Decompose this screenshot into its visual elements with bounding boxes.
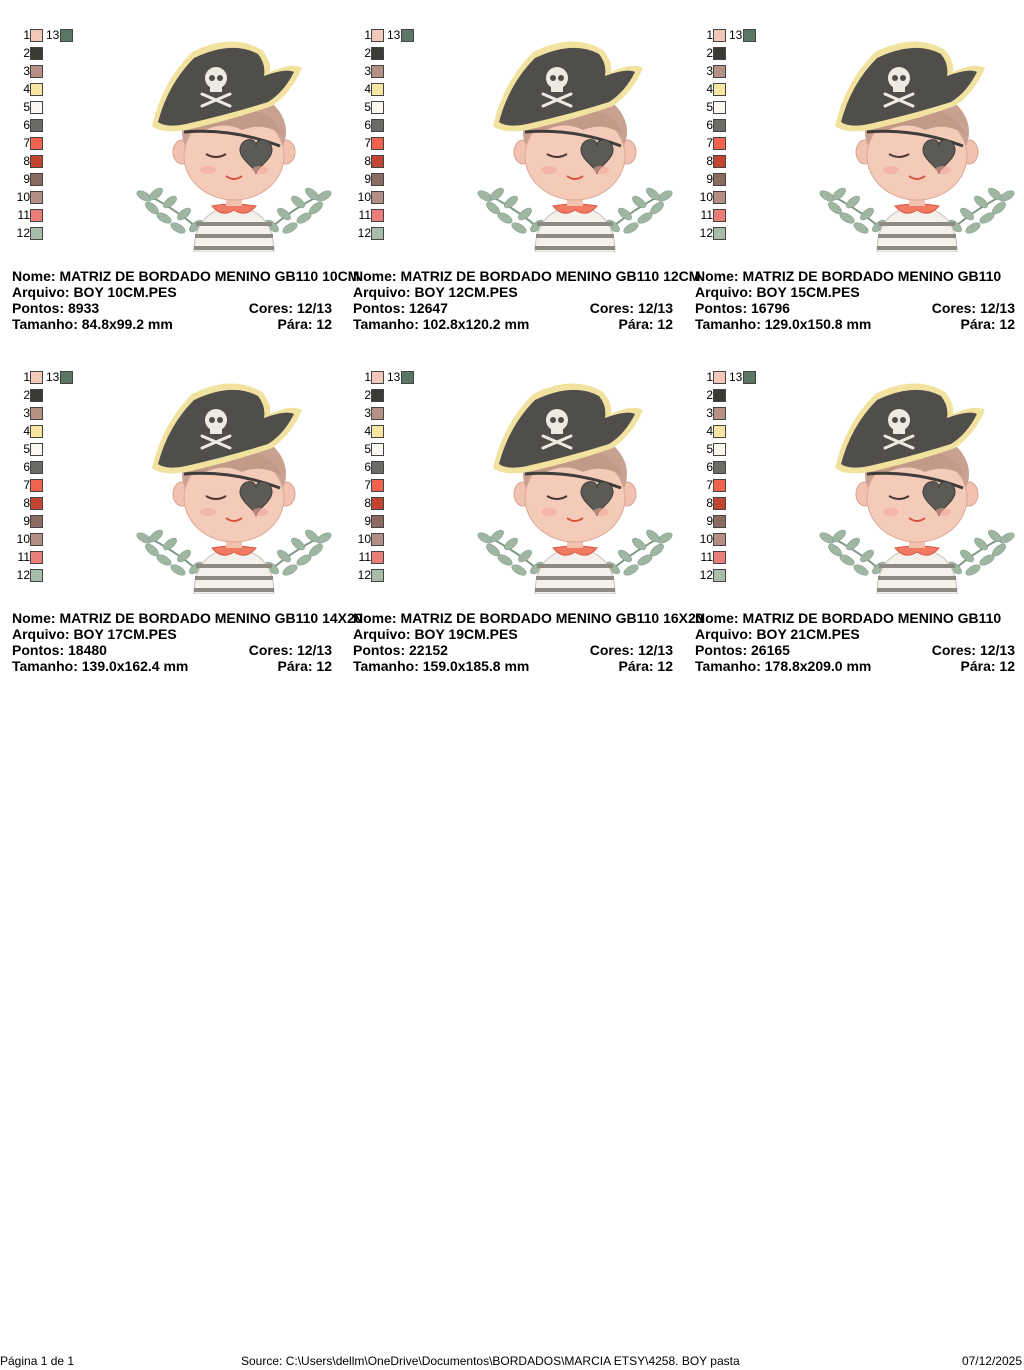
swatch-number: 7 — [23, 478, 30, 492]
color-swatch-row — [699, 532, 759, 546]
swatch-number: 4 — [706, 82, 713, 96]
color-count: Cores: 12/13 — [931, 642, 1015, 658]
swatch-number: 6 — [364, 118, 371, 132]
color-swatch — [30, 551, 43, 564]
color-swatch-row — [357, 478, 417, 492]
swatch-number: 11 — [358, 208, 371, 222]
color-swatch — [713, 65, 726, 78]
swatch-number: 8 — [364, 496, 371, 510]
color-swatch — [371, 551, 384, 564]
color-count: Cores: 12/13 — [589, 642, 673, 658]
swatch-number: 11 — [17, 550, 30, 564]
color-swatch — [30, 119, 43, 132]
color-swatch — [30, 191, 43, 204]
color-swatch-row — [357, 496, 417, 510]
swatch-number: 8 — [364, 154, 371, 168]
color-swatch — [30, 137, 43, 150]
color-swatch-row — [699, 406, 759, 420]
color-swatch-extra — [46, 370, 86, 384]
color-swatch — [30, 407, 43, 420]
swatch-number: 6 — [706, 118, 713, 132]
swatch-number: 1 — [706, 28, 713, 42]
swatch-number: 9 — [706, 172, 713, 186]
color-swatch — [30, 533, 43, 546]
stitch-count: Pontos: 8933 — [12, 300, 100, 316]
swatch-number: 7 — [23, 136, 30, 150]
swatch-number: 12 — [699, 226, 713, 240]
color-swatch — [30, 155, 43, 168]
swatch-number: 6 — [23, 460, 30, 474]
color-swatch-extra — [387, 370, 427, 384]
embroidery-preview — [463, 364, 687, 594]
color-swatch — [30, 173, 43, 186]
swatch-number: 8 — [706, 154, 713, 168]
swatch-number: 7 — [706, 136, 713, 150]
color-swatch — [371, 461, 384, 474]
color-swatch-row — [357, 424, 417, 438]
color-swatch — [713, 173, 726, 186]
color-swatch — [713, 479, 726, 492]
swatch-number: 8 — [706, 496, 713, 510]
color-swatch-row — [357, 100, 417, 114]
swatch-number: 7 — [364, 136, 371, 150]
design-file: Arquivo: BOY 21CM.PES — [695, 626, 860, 642]
swatch-number: 2 — [364, 46, 371, 60]
color-swatch — [30, 47, 43, 60]
swatch-number: 3 — [706, 406, 713, 420]
design-file: Arquivo: BOY 19CM.PES — [353, 626, 518, 642]
color-swatch-row — [357, 46, 417, 60]
color-swatch — [713, 425, 726, 438]
color-count: Cores: 12/13 — [248, 642, 332, 658]
color-swatch-row — [16, 406, 76, 420]
color-swatch — [30, 227, 43, 240]
color-swatch — [371, 569, 384, 582]
color-swatch — [713, 209, 726, 222]
color-swatch — [371, 443, 384, 456]
design-name: Nome: MATRIZ DE BORDADO MENINO GB110 10CM — [12, 268, 360, 284]
color-swatch-row — [357, 388, 417, 402]
color-swatch — [713, 191, 726, 204]
color-swatch — [30, 65, 43, 78]
swatch-number: 3 — [23, 406, 30, 420]
swatch-number: 5 — [706, 100, 713, 114]
color-swatch — [30, 443, 43, 456]
color-count: Cores: 12/13 — [248, 300, 332, 316]
color-count: Cores: 12/13 — [589, 300, 673, 316]
color-swatch-row — [699, 136, 759, 150]
stitch-count: Pontos: 12647 — [353, 300, 448, 316]
color-swatch — [371, 101, 384, 114]
embroidery-preview — [805, 22, 1024, 252]
stitch-count: Pontos: 26165 — [695, 642, 790, 658]
swatch-number: 4 — [23, 82, 30, 96]
print-date: 07/12/2025 — [961, 1354, 1022, 1368]
swatch-number: 3 — [364, 406, 371, 420]
swatch-number: 1 — [23, 28, 30, 42]
design-name: Nome: MATRIZ DE BORDADO MENINO GB110 — [695, 610, 1002, 626]
color-swatch-row — [16, 514, 76, 528]
color-swatch — [30, 29, 43, 42]
color-swatch — [30, 83, 43, 96]
color-swatch — [30, 461, 43, 474]
color-swatch — [713, 119, 726, 132]
color-swatch — [371, 47, 384, 60]
swatch-number: 1 — [706, 370, 713, 384]
color-swatch — [30, 209, 43, 222]
swatch-number: 12 — [699, 568, 713, 582]
swatch-number: 11 — [358, 550, 371, 564]
color-swatch — [371, 191, 384, 204]
color-swatch-extra — [46, 28, 86, 42]
color-swatch-row — [699, 46, 759, 60]
color-swatch-extra — [729, 28, 769, 42]
stop-count: Pára: 12 — [960, 316, 1015, 332]
design-card — [12, 22, 360, 352]
color-swatch-row — [699, 442, 759, 456]
swatch-number: 5 — [706, 442, 713, 456]
color-swatch — [371, 173, 384, 186]
color-swatch — [371, 209, 384, 222]
color-swatch — [371, 407, 384, 420]
stitch-count: Pontos: 22152 — [353, 642, 448, 658]
color-swatch — [713, 155, 726, 168]
color-swatch-row — [699, 118, 759, 132]
color-swatch-row — [699, 550, 759, 564]
color-swatch — [30, 371, 43, 384]
swatch-number: 13 — [729, 370, 743, 384]
color-swatch — [713, 47, 726, 60]
color-swatch — [371, 83, 384, 96]
color-swatch-row — [699, 190, 759, 204]
color-swatch-row — [16, 118, 76, 132]
stitch-count: Pontos: 16796 — [695, 300, 790, 316]
design-card — [695, 22, 1024, 352]
color-swatch — [713, 389, 726, 402]
color-swatch-row — [699, 64, 759, 78]
design-file: Arquivo: BOY 17CM.PES — [12, 626, 177, 642]
color-swatch-row — [357, 460, 417, 474]
color-swatch — [30, 479, 43, 492]
color-swatch-row — [699, 154, 759, 168]
swatch-number: 3 — [23, 64, 30, 78]
color-swatch — [371, 497, 384, 510]
color-swatch — [371, 65, 384, 78]
swatch-number: 9 — [23, 514, 30, 528]
design-file: Arquivo: BOY 10CM.PES — [12, 284, 177, 300]
color-swatch-row — [699, 514, 759, 528]
color-swatch — [371, 137, 384, 150]
swatch-number: 2 — [706, 388, 713, 402]
design-card — [12, 364, 363, 694]
color-swatch-row — [16, 496, 76, 510]
color-swatch — [743, 371, 756, 384]
color-swatch — [30, 389, 43, 402]
design-size: Tamanho: 178.8x209.0 mm — [695, 658, 872, 674]
color-swatch — [713, 569, 726, 582]
color-swatch — [713, 227, 726, 240]
swatch-number: 9 — [706, 514, 713, 528]
swatch-number: 10 — [699, 532, 713, 546]
color-swatch-row — [16, 550, 76, 564]
color-swatch-row — [357, 568, 417, 582]
swatch-number: 13 — [387, 370, 401, 384]
color-swatch — [371, 515, 384, 528]
swatch-number: 2 — [23, 388, 30, 402]
swatch-number: 5 — [364, 100, 371, 114]
swatch-number: 12 — [16, 226, 30, 240]
design-card — [695, 364, 1024, 694]
color-swatch — [401, 371, 414, 384]
color-swatch-row — [16, 82, 76, 96]
color-swatch — [713, 29, 726, 42]
swatch-number: 2 — [706, 46, 713, 60]
color-swatch-row — [357, 154, 417, 168]
design-info — [12, 268, 360, 332]
swatch-number: 10 — [699, 190, 713, 204]
swatch-number: 8 — [23, 496, 30, 510]
color-swatch-row — [357, 172, 417, 186]
embroidery-preview-image — [463, 22, 687, 252]
color-swatch — [713, 551, 726, 564]
swatch-number: 6 — [364, 460, 371, 474]
color-swatch-row — [699, 568, 759, 582]
design-info — [353, 268, 701, 332]
color-swatch-row — [357, 550, 417, 564]
design-size: Tamanho: 102.8x120.2 mm — [353, 316, 530, 332]
embroidery-preview-image — [463, 364, 687, 594]
color-swatch-extra — [729, 370, 769, 384]
color-swatch — [713, 461, 726, 474]
stop-count: Pára: 12 — [277, 316, 332, 332]
color-swatch — [60, 29, 73, 42]
swatch-number: 5 — [23, 100, 30, 114]
swatch-number: 4 — [706, 424, 713, 438]
swatch-number: 10 — [357, 532, 371, 546]
swatch-number: 3 — [364, 64, 371, 78]
swatch-number: 6 — [23, 118, 30, 132]
design-file: Arquivo: BOY 12CM.PES — [353, 284, 518, 300]
design-info — [695, 610, 1024, 674]
color-swatch-row — [16, 46, 76, 60]
color-swatch — [371, 227, 384, 240]
swatch-number: 4 — [364, 82, 371, 96]
swatch-number: 6 — [706, 460, 713, 474]
swatch-number: 11 — [700, 550, 713, 564]
color-swatch — [371, 119, 384, 132]
source-path: Source: C:\Users\dellm\OneDrive\Documentos\BORDADOS\MARCIA ETSY\4258. BOY pasta — [241, 1354, 740, 1368]
design-info — [12, 610, 363, 674]
color-swatch — [60, 371, 73, 384]
swatch-number: 5 — [23, 442, 30, 456]
color-swatch — [371, 389, 384, 402]
color-swatch-row — [16, 442, 76, 456]
stop-count: Pára: 12 — [618, 658, 673, 674]
color-swatch-row — [699, 172, 759, 186]
design-name: Nome: MATRIZ DE BORDADO MENINO GB110 16X20 — [353, 610, 704, 626]
design-size: Tamanho: 159.0x185.8 mm — [353, 658, 530, 674]
design-size: Tamanho: 84.8x99.2 mm — [12, 316, 173, 332]
color-swatch-row — [16, 424, 76, 438]
color-swatch — [713, 515, 726, 528]
design-info — [353, 610, 704, 674]
color-swatch-row — [16, 568, 76, 582]
color-swatch — [371, 479, 384, 492]
design-size: Tamanho: 139.0x162.4 mm — [12, 658, 189, 674]
color-swatch-row — [357, 208, 417, 222]
color-swatch-row — [16, 136, 76, 150]
swatch-number: 3 — [706, 64, 713, 78]
color-count: Cores: 12/13 — [931, 300, 1015, 316]
embroidery-preview-image — [805, 364, 1024, 594]
page-number: Página 1 de 1 — [0, 1354, 75, 1368]
color-swatch-row — [16, 190, 76, 204]
stop-count: Pára: 12 — [277, 658, 332, 674]
color-swatch — [371, 533, 384, 546]
design-info — [695, 268, 1024, 332]
embroidery-preview-image — [805, 22, 1024, 252]
color-swatch-extra — [387, 28, 427, 42]
color-swatch — [713, 371, 726, 384]
color-swatch — [713, 137, 726, 150]
swatch-number: 9 — [23, 172, 30, 186]
color-swatch — [371, 155, 384, 168]
design-name: Nome: MATRIZ DE BORDADO MENINO GB110 12CM — [353, 268, 701, 284]
swatch-number: 9 — [364, 514, 371, 528]
design-name: Nome: MATRIZ DE BORDADO MENINO GB110 14X20 — [12, 610, 363, 626]
color-swatch-row — [16, 64, 76, 78]
color-swatch-row — [699, 478, 759, 492]
swatch-number: 12 — [357, 226, 371, 240]
swatch-number: 11 — [700, 208, 713, 222]
swatch-number: 1 — [23, 370, 30, 384]
swatch-number: 7 — [364, 478, 371, 492]
swatch-number: 13 — [46, 28, 60, 42]
swatch-number: 12 — [357, 568, 371, 582]
color-swatch-row — [16, 172, 76, 186]
swatch-number: 5 — [364, 442, 371, 456]
design-card — [353, 22, 701, 352]
color-swatch — [30, 101, 43, 114]
swatch-number: 2 — [364, 388, 371, 402]
color-swatch — [743, 29, 756, 42]
color-swatch-row — [357, 190, 417, 204]
design-name: Nome: MATRIZ DE BORDADO MENINO GB110 — [695, 268, 1002, 284]
swatch-number: 1 — [364, 370, 371, 384]
swatch-number: 7 — [706, 478, 713, 492]
embroidery-preview-image — [122, 364, 346, 594]
color-swatch-row — [16, 226, 76, 240]
color-swatch — [713, 101, 726, 114]
color-swatch-row — [699, 388, 759, 402]
color-swatch-row — [16, 100, 76, 114]
color-swatch-row — [699, 424, 759, 438]
color-swatch-row — [16, 460, 76, 474]
embroidery-preview-image — [122, 22, 346, 252]
color-swatch-row — [699, 208, 759, 222]
color-swatch-row — [357, 64, 417, 78]
swatch-number: 10 — [16, 532, 30, 546]
color-swatch-row — [357, 226, 417, 240]
swatch-number: 4 — [364, 424, 371, 438]
color-swatch-row — [357, 82, 417, 96]
color-swatch — [713, 83, 726, 96]
design-card — [353, 364, 704, 694]
swatch-number: 12 — [16, 568, 30, 582]
color-swatch — [713, 407, 726, 420]
color-swatch-row — [16, 208, 76, 222]
swatch-number: 8 — [23, 154, 30, 168]
color-swatch — [713, 533, 726, 546]
color-swatch — [401, 29, 414, 42]
color-swatch-row — [16, 478, 76, 492]
color-swatch — [371, 425, 384, 438]
color-swatch-row — [699, 100, 759, 114]
color-swatch — [30, 515, 43, 528]
embroidery-preview — [805, 364, 1024, 594]
color-swatch — [30, 425, 43, 438]
color-swatch-row — [357, 406, 417, 420]
color-swatch-row — [16, 388, 76, 402]
color-swatch-row — [357, 118, 417, 132]
color-swatch-row — [16, 532, 76, 546]
color-swatch — [371, 371, 384, 384]
stop-count: Pára: 12 — [960, 658, 1015, 674]
color-swatch-row — [357, 442, 417, 456]
color-swatch-row — [699, 226, 759, 240]
color-swatch-row — [699, 82, 759, 96]
color-swatch — [713, 443, 726, 456]
design-file: Arquivo: BOY 15CM.PES — [695, 284, 860, 300]
stop-count: Pára: 12 — [618, 316, 673, 332]
color-swatch-row — [699, 460, 759, 474]
design-size: Tamanho: 129.0x150.8 mm — [695, 316, 872, 332]
swatch-number: 10 — [16, 190, 30, 204]
swatch-number: 1 — [364, 28, 371, 42]
color-swatch-row — [357, 532, 417, 546]
embroidery-preview — [122, 364, 346, 594]
color-swatch — [30, 497, 43, 510]
color-swatch — [713, 497, 726, 510]
color-swatch-row — [16, 154, 76, 168]
color-swatch-row — [357, 514, 417, 528]
color-swatch-row — [699, 496, 759, 510]
swatch-number: 2 — [23, 46, 30, 60]
swatch-number: 4 — [23, 424, 30, 438]
swatch-number: 13 — [46, 370, 60, 384]
swatch-number: 11 — [17, 208, 30, 222]
color-swatch — [30, 569, 43, 582]
color-swatch — [371, 29, 384, 42]
swatch-number: 9 — [364, 172, 371, 186]
embroidery-preview — [463, 22, 687, 252]
stitch-count: Pontos: 18480 — [12, 642, 107, 658]
swatch-number: 13 — [729, 28, 743, 42]
color-swatch-row — [357, 136, 417, 150]
swatch-number: 13 — [387, 28, 401, 42]
swatch-number: 10 — [357, 190, 371, 204]
embroidery-preview — [122, 22, 346, 252]
